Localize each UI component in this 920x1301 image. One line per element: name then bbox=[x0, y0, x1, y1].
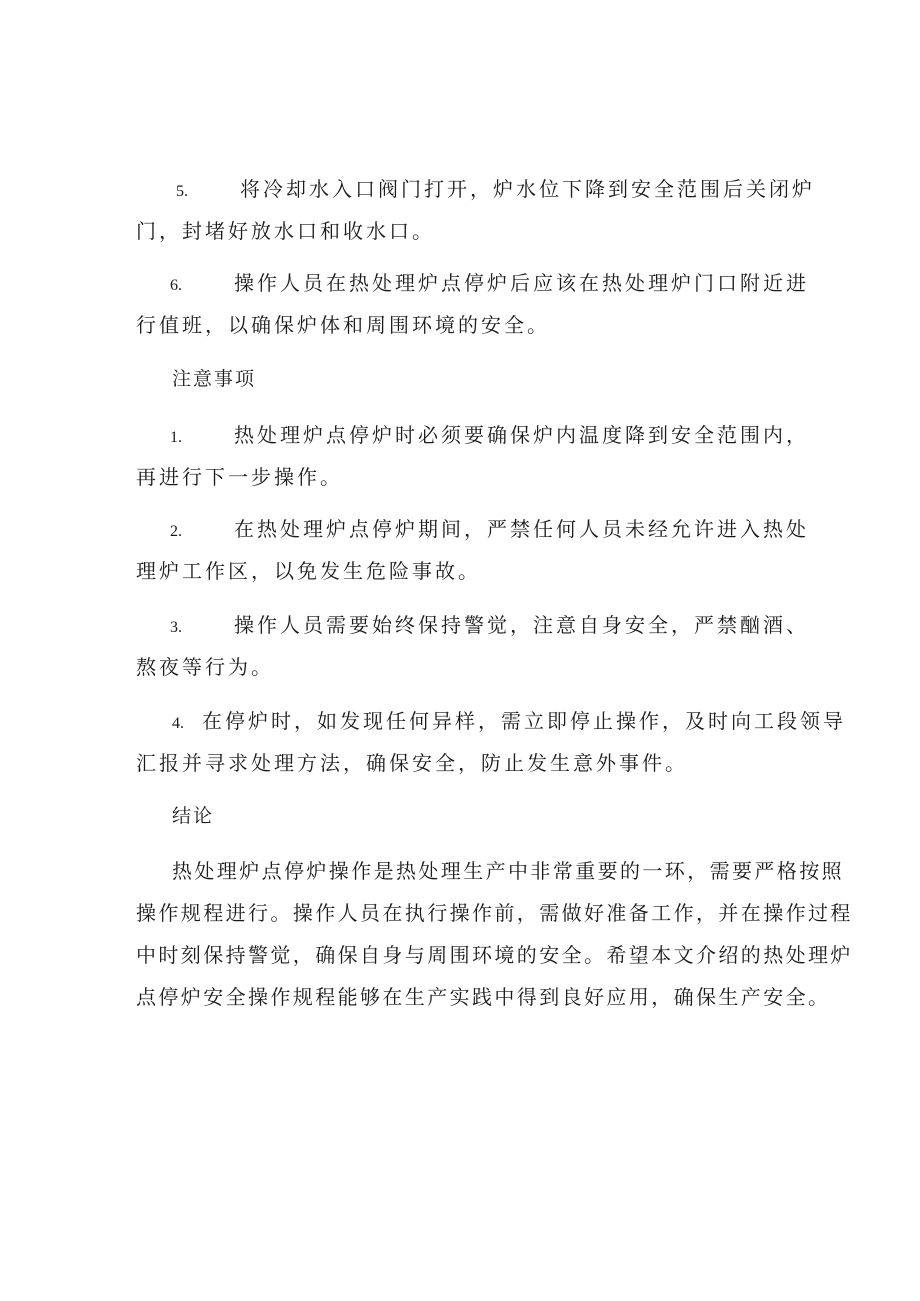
list-item-number: 4. bbox=[172, 715, 184, 732]
list-item-text: 操作人员在热处理炉点停炉后应该在热处理炉门口附近进 bbox=[234, 271, 809, 295]
list-item-line-2 bbox=[136, 210, 776, 252]
list-item bbox=[136, 604, 809, 688]
list-item-text: 再进行下一步操作。 bbox=[136, 465, 343, 489]
list-item-text: 将冷却水入口阀门打开，炉水位下降到安全范围后关闭炉 bbox=[240, 177, 815, 201]
list-item-text: 汇报并寻求处理方法，确保安全，防止发生意外事件。 bbox=[136, 751, 688, 775]
list-item-number: 5. bbox=[176, 183, 188, 200]
paragraph-line bbox=[136, 976, 831, 1018]
list-item-line-2 bbox=[136, 646, 776, 688]
section-heading-conclusion: 结论 bbox=[172, 805, 215, 827]
list-item bbox=[136, 262, 809, 346]
conclusion-paragraph bbox=[136, 850, 853, 1018]
list-item bbox=[136, 168, 815, 252]
paragraph-line-text: 中时刻保持警觉，确保自身与周围环境的安全。希望本文介绍的热处理炉 bbox=[136, 943, 853, 967]
paragraph-line-text: 操作规程进行。操作人员在执行操作前，需做好准备工作，并在操作过程 bbox=[136, 901, 853, 925]
list-item bbox=[136, 700, 846, 784]
list-item-number: 1. bbox=[170, 429, 182, 446]
section-heading-notes: 注意事项 bbox=[172, 368, 257, 390]
list-item-text: 操作人员需要始终保持警觉，注意自身安全，严禁酗酒、 bbox=[234, 613, 809, 637]
list-item-line-2 bbox=[136, 456, 776, 498]
paragraph-line bbox=[136, 850, 844, 892]
paragraph-line-text: 点停炉安全操作规程能够在生产实践中得到良好应用，确保生产安全。 bbox=[136, 985, 831, 1009]
list-item-text: 理炉工作区，以免发生危险事故。 bbox=[136, 559, 481, 583]
list-item-text: 行值班，以确保炉体和周围环境的安全。 bbox=[136, 313, 550, 337]
list-item-line-1 bbox=[136, 700, 846, 742]
list-item-line-1 bbox=[136, 414, 809, 456]
paragraph-line-text: 热处理炉点停炉操作是热处理生产中非常重要的一环，需要严格按照 bbox=[172, 859, 844, 883]
list-item-number: 2. bbox=[170, 523, 182, 540]
list-item-text: 门，封堵好放水口和收水口。 bbox=[136, 219, 435, 243]
list-item-line-2 bbox=[136, 742, 776, 784]
paragraph-line bbox=[136, 934, 853, 976]
list-item-text: 在停炉时，如发现任何异样，需立即停止操作，及时向工段领导 bbox=[202, 709, 846, 733]
list-item-line-1 bbox=[136, 262, 809, 304]
paragraph-line bbox=[136, 892, 853, 934]
list-item-text: 热处理炉点停炉时必须要确保炉内温度降到安全范围内， bbox=[234, 423, 809, 447]
list-item-line-1 bbox=[136, 604, 809, 646]
list-item-line-1 bbox=[136, 168, 815, 210]
list-item-text: 熬夜等行为。 bbox=[136, 655, 274, 679]
list-item-line-2 bbox=[136, 304, 776, 346]
list-item bbox=[136, 508, 809, 592]
list-item-line-2 bbox=[136, 550, 776, 592]
list-item-text: 在热处理炉点停炉期间，严禁任何人员未经允许进入热处 bbox=[234, 517, 809, 541]
list-item-number: 3. bbox=[170, 619, 182, 636]
list-item-line-1 bbox=[136, 508, 809, 550]
list-item-number: 6. bbox=[170, 277, 182, 294]
list-item bbox=[136, 414, 809, 498]
